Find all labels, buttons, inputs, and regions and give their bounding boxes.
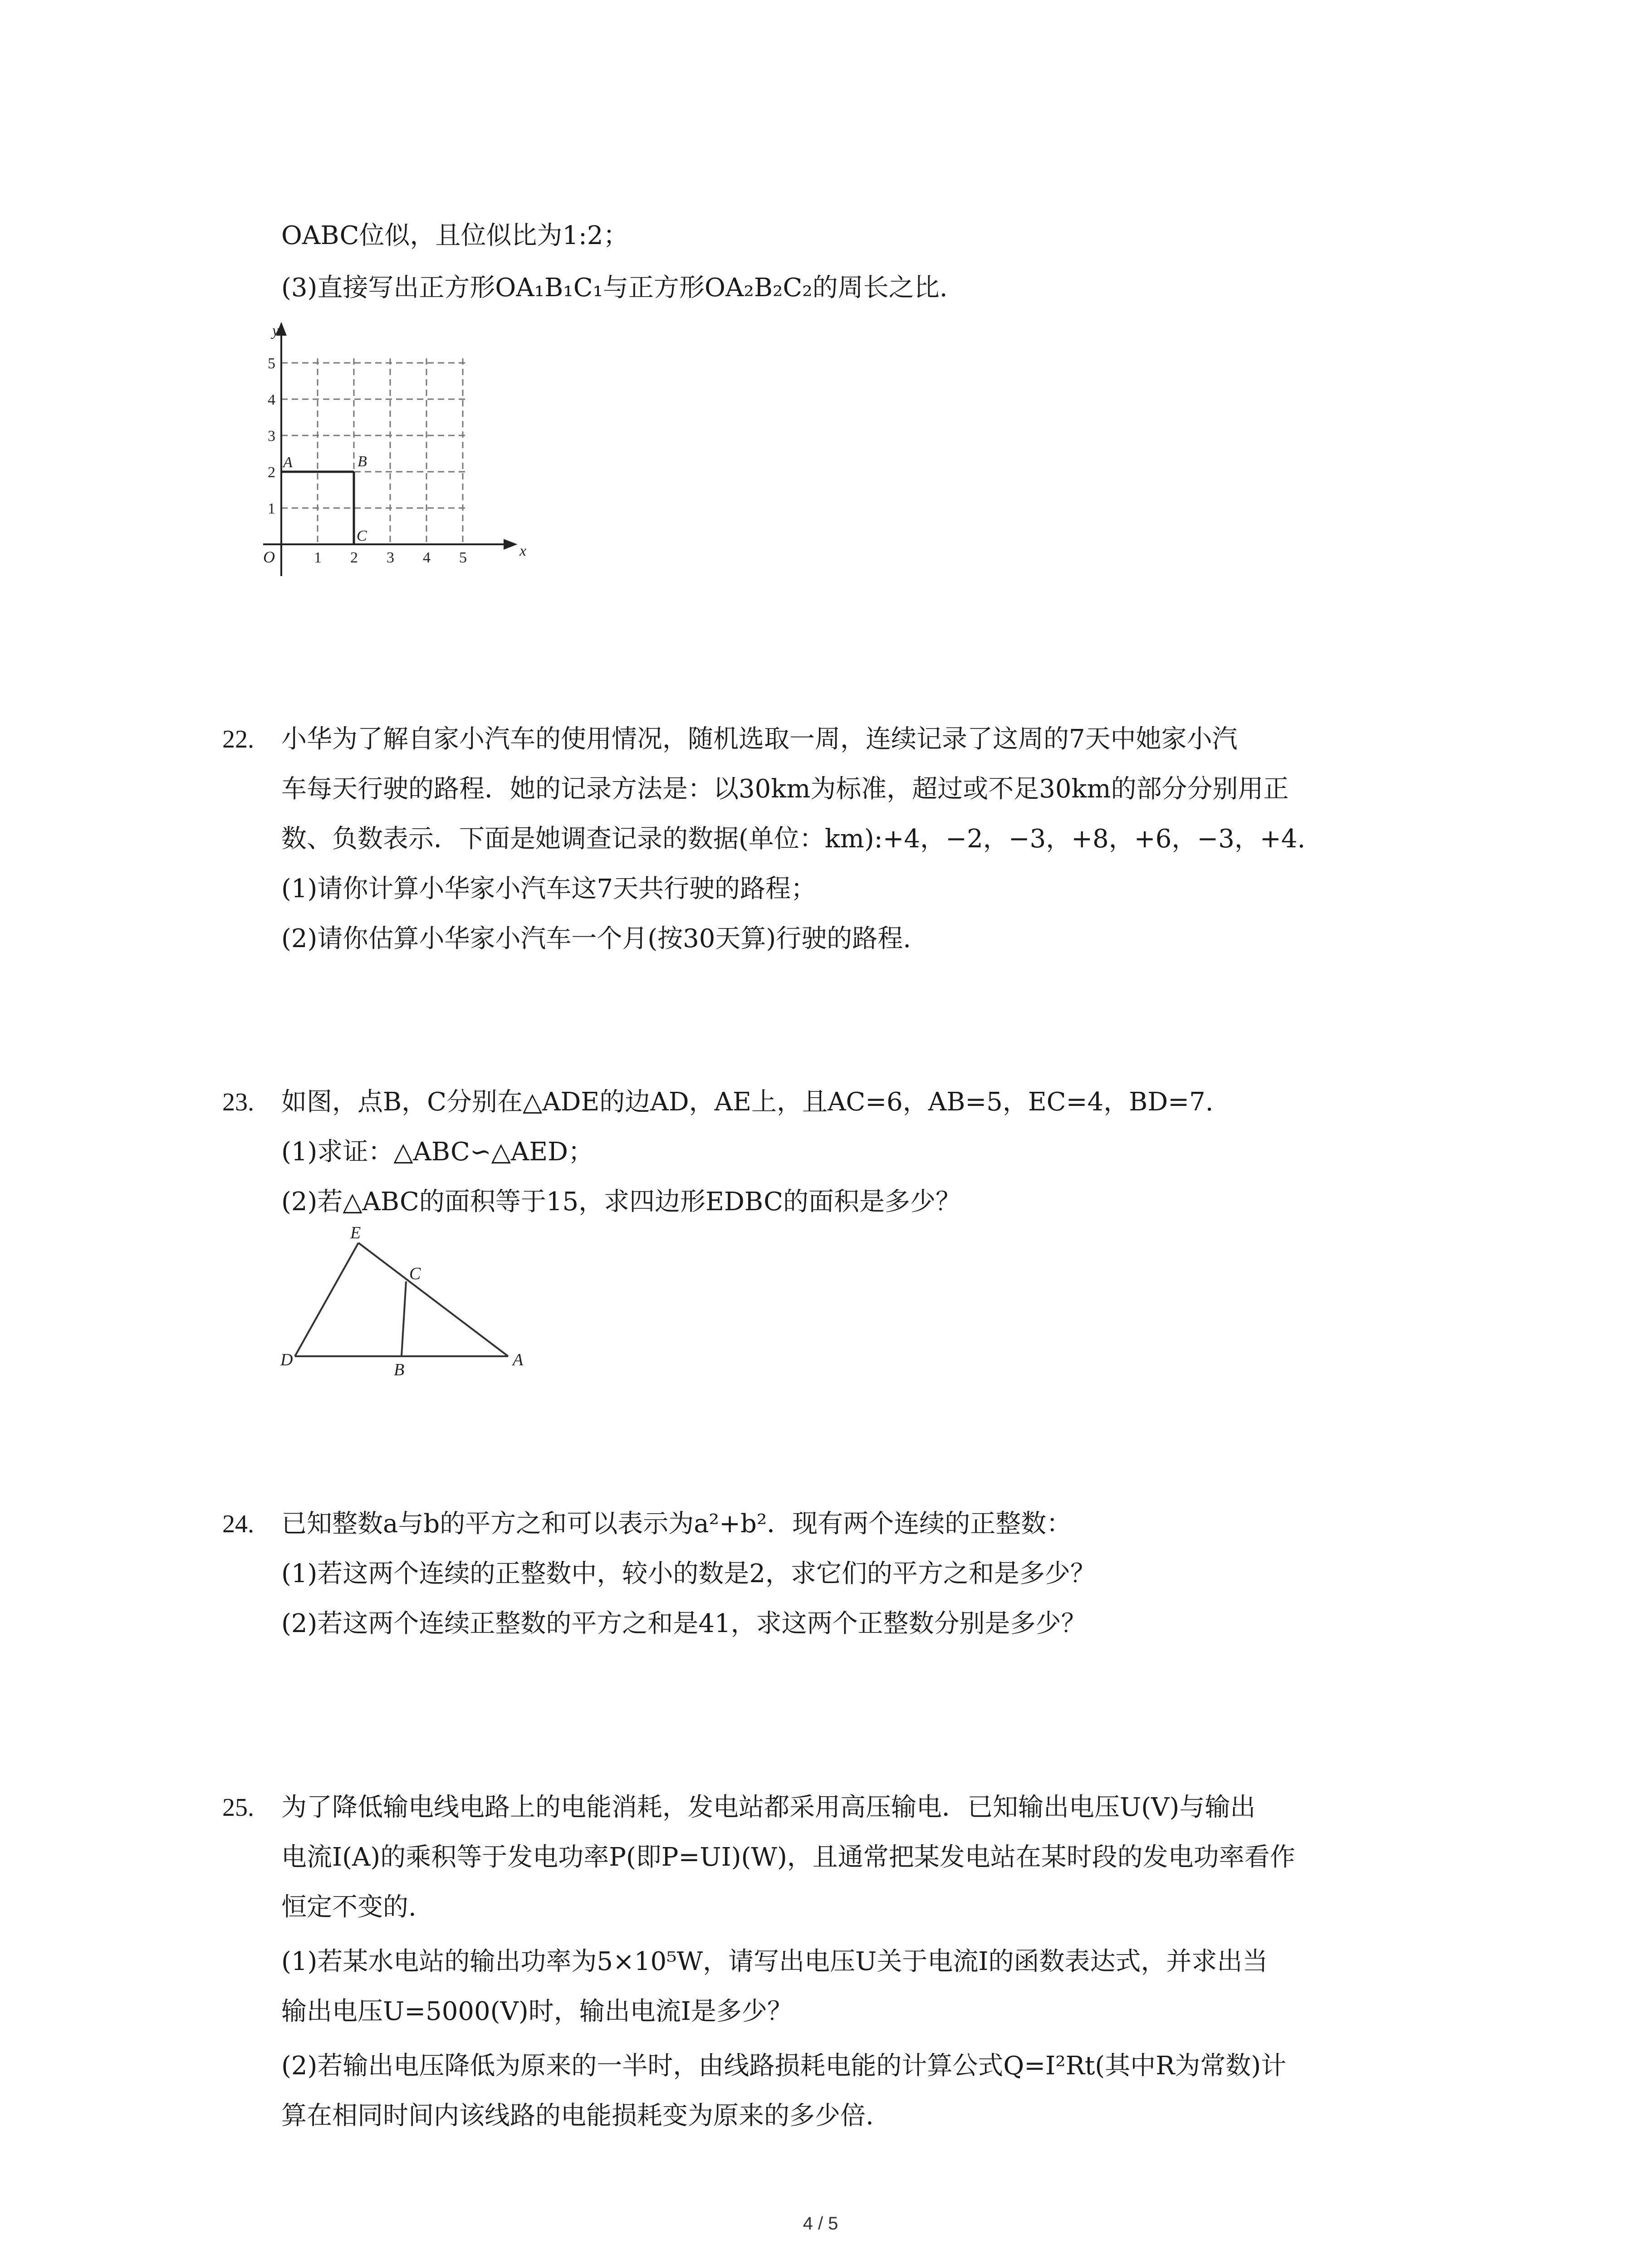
q25-line1: 为了降低输电线电路上的电能消耗，发电站都采用高压输电．已知输出电压U(V)与输出 — [281, 1793, 1256, 1822]
point-C-label: C — [357, 528, 367, 544]
q25-line4: (1)若某水电站的输出功率为5×10⁵W，请写出电压U关于电流I的函数表达式，并求出当 — [281, 1947, 1268, 1976]
q22-line4: (1)请你计算小华家小汽车这7天共行驶的路程； — [281, 874, 816, 904]
point-A-label: A — [283, 454, 293, 471]
vertex-B-label: B — [394, 1360, 405, 1379]
q23-line2: (1)求证：△ABC∽△AED； — [281, 1137, 594, 1167]
x-tick-4: 4 — [423, 549, 431, 566]
q21-line1: OABC位似，且位似比为1:2； — [281, 221, 629, 250]
y-tick-5: 5 — [268, 355, 275, 372]
q25-number: 25. — [222, 1794, 254, 1822]
q23-line1: 如图，点B，C分别在△ADE的边AD，AE上，且AC=6，AB=5，EC=4，BD=7. — [281, 1087, 1214, 1117]
x-axis-arrow — [505, 540, 515, 548]
coordinate-grid-figure — [254, 318, 572, 585]
page-number: 4 / 5 — [803, 2214, 838, 2234]
q25-line5: 输出电压U=5000(V)时，输出电流I是多少？ — [281, 1997, 793, 2026]
origin-label: O — [263, 548, 275, 566]
q22-number: 22. — [222, 725, 254, 753]
x-tick-2: 2 — [350, 549, 358, 566]
segment-BC — [402, 1281, 406, 1356]
triangle-figure — [272, 1225, 544, 1379]
x-tick-3: 3 — [387, 549, 394, 566]
point-B-label: B — [358, 453, 367, 470]
vertex-C-label: C — [409, 1264, 421, 1283]
y-tick-3: 3 — [268, 428, 275, 445]
q22-line1: 小华为了解自家小汽车的使用情况，随机选取一周，连续记录了这周的7天中她家小汽 — [281, 724, 1238, 754]
q25-line7: 算在相同时间内该线路的电能损耗变为原来的多少倍. — [281, 2101, 874, 2131]
x-tick-1: 1 — [314, 549, 322, 566]
q23-number: 23. — [222, 1088, 254, 1116]
q22-line2: 车每天行驶的路程．她的记录方法是：以30km为标准，超过或不足30km的部分分别用正 — [281, 774, 1289, 804]
y-tick-1: 1 — [268, 500, 275, 517]
q24-line1: 已知整数a与b的平方之和可以表示为a²+b²．现有两个连续的正整数： — [281, 1509, 1072, 1539]
y-axis-label: y — [272, 323, 279, 339]
q24-number: 24. — [222, 1510, 254, 1538]
y-tick-4: 4 — [268, 391, 275, 408]
q24-line3: (2)若这两个连续正整数的平方之和是41，求这两个正整数分别是多少？ — [281, 1609, 1087, 1638]
vertex-E-label: E — [350, 1225, 361, 1242]
q24-line2: (1)若这两个连续的正整数中，较小的数是2，求它们的平方之和是多少？ — [281, 1559, 1096, 1589]
q25-line3: 恒定不变的. — [281, 1892, 416, 1922]
q22-line3: 数、负数表示．下面是她调查记录的数据(单位：km):+4，−2，−3，+8，+6，−3，+4. — [281, 824, 1306, 854]
grid-lines — [281, 358, 467, 544]
q21-line2: (3)直接写出正方形OA₁B₁C₁与正方形OA₂B₂C₂的周长之比. — [281, 273, 948, 303]
q25-line6: (2)若输出电压降低为原来的一半时，由线路损耗电能的计算公式Q=I²Rt(其中R为常数)计 — [281, 2051, 1287, 2081]
q22-line5: (2)请你估算小华家小汽车一个月(按30天算)行驶的路程. — [281, 924, 911, 953]
side-EA — [358, 1243, 508, 1356]
side-ED — [295, 1243, 358, 1356]
y-tick-2: 2 — [268, 464, 275, 481]
vertex-A-label: A — [513, 1350, 524, 1369]
q25-line2: 电流I(A)的乘积等于发电功率P(即P=UI)(W)，且通常把某发电站在某时段的发电功率看作 — [281, 1843, 1295, 1872]
x-tick-5: 5 — [459, 549, 467, 566]
x-axis-label: x — [519, 543, 527, 559]
vertex-D-label: D — [280, 1350, 293, 1369]
q23-line3: (2)若△ABC的面积等于15，求四边形EDBC的面积是多少？ — [281, 1187, 961, 1217]
